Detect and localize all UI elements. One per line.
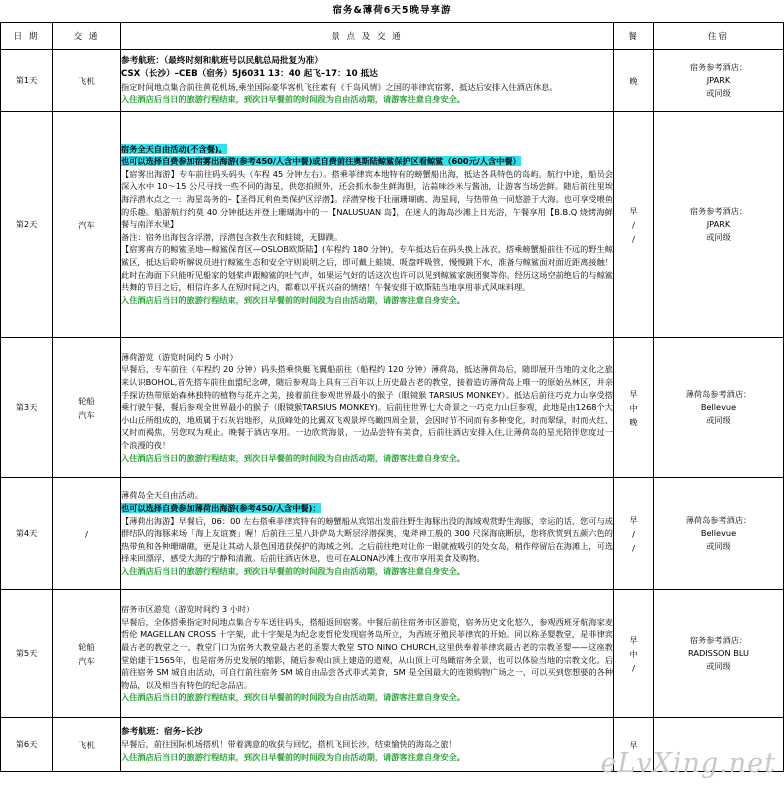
day-label: 第2天 — [1, 112, 53, 338]
free-activity-note: 宿务全天自由活动(不含餐)。 — [121, 143, 227, 154]
day-content — [121, 590, 614, 718]
meal-item: 中 — [629, 648, 638, 659]
day-row-3 — [1, 338, 784, 478]
day-content — [121, 718, 614, 772]
description: 早餐后，前往国际机场搭机！带着满意的收获与回忆，搭机飞回长沙，结束愉快的海岛之旅！ — [121, 739, 457, 750]
hotel-alt: 或同级 — [706, 415, 731, 425]
header-transport: 交 通 — [53, 23, 121, 50]
meal-item: 早 — [629, 739, 638, 750]
day-row-2 — [1, 112, 784, 338]
transport-cell — [53, 478, 121, 590]
hotel-cell — [654, 590, 784, 718]
hotel-cell — [654, 112, 784, 338]
day-label: 第1天 — [1, 50, 53, 112]
meal-item: 中 — [629, 402, 638, 413]
description: 【宿雾出海游】专车前往码头码头（车程 45 分钟左右）。搭乘菲律宾本地特有的螃蟹船出海，抵达各具特色的岛屿。航行中途，船员会深入水中 10～15 公尺寻找一些不同的海星，供您拍照外，还会抓水参生鲜海胆，沾蒜味沙米与酱油，让游客当场尝鲜。随后前往里埃海浮潜水点之一：海星岛务的–【圣得瓦利鱼类保护区浮潜】。浮潜穿梭于壮丽珊瑚礁、海星间，与热带鱼一同悠游于大海。也可享受喂鱼的乐趣。船游航行约莫 40 分钟抵达并登上珊瑚海中的一【NALUSUAN 岛】，在迷人的海岛沙滩上日光浴，午餐享用【B.B.Q 烧烤海鲜餐与南洋水果】 — [121, 168, 613, 230]
meal-item: 早 — [629, 634, 638, 645]
hotel-name: JPARK — [706, 219, 731, 229]
day-row-1 — [1, 50, 784, 112]
header-hotel: 住宿 — [654, 23, 784, 50]
day-label: 第4天 — [1, 478, 53, 590]
day-label: 第5天 — [1, 590, 53, 718]
hotel-label: 宿务参考酒店： — [689, 62, 748, 72]
safety-note: 入住酒店后当日的旅游行程结束，到次日早餐前的时间段为自由活动期，请游客注意自身安全。 — [121, 94, 465, 105]
day-content — [121, 112, 614, 338]
description: 早餐后，全体搭乘指定时间地点集合专车送往码头，搭船返回宿雾。中餐后前往宿务市区游览，宿务历史文化悠久，参观西班牙航海家麦哲伦 MAGELLAN CROSS 十字架，此十字架是为纪念麦哲伦发现宿务岛所立，为西班牙殖民菲律宾的开始。同以称圣婴教堂，是菲律宾最古老的教堂之一，教堂门口为宿务大教堂最古老的圣婴大教堂 STO NINO CHURCH,这里供奉着菲律宾最古老的宗教圣婴——这座教堂始建于1565年，也是宿务历史发展的缩影，随后参观山顶上建造的道观，从山顶上可鸟瞰宿务全景，也可以体验当地的宗教文化。后前往宿务 SM 城自由活动，可自行前往宿务 SM 城自由品尝各式菲式美食，SM 是全国最大的连锁购物广场之一，可以买到您想要的各种物品，以及相当有特色的纪念品店。 — [121, 616, 613, 690]
transport-item: / — [85, 528, 88, 539]
hotel-label: 宿务参考酒店： — [689, 635, 748, 645]
safety-note: 入住酒店后当日的旅游行程结束，到次日早餐前的时间段为自由活动期，请游客注意自身安全。 — [121, 751, 465, 762]
meal-cell — [614, 338, 654, 478]
transport-cell — [53, 112, 121, 338]
optional-tour-note: 也可以选择自费参加薄荷出海游(参考450/人含中餐)： — [121, 503, 321, 514]
transport-item: 飞机 — [78, 75, 95, 86]
day-content — [121, 50, 614, 112]
meal-item: / — [632, 542, 635, 553]
meal-item: 晚 — [629, 75, 638, 86]
flight-note: 参考航班：宿务–长沙 — [121, 726, 203, 737]
transport-cell — [53, 338, 121, 478]
description: 早餐后，专车前往（车程约 20 分钟）码头搭乘快艇飞翼船前往（船程约 120 分钟）薄荷岛，抵达薄荷岛后，随即展开当地的文化之旅来认识BOHOL,首先搭车前往血盟纪念碑，随后参观岛上具有三百年以上历史最古老的教堂，接着造访薄荷岛上唯一的原始丛林区，并亲手探访热带原始森林独特的植物与花卉之美，接着前往参观世界最小的猴子（眼镜猴 TARSIUS MONKEY）。抵达后前往巧克力山享受搭乘行驶午餐，餐后参观全世界最小的猴子（眼镜猴TARSIUS MONKEY)。后前往世界七大奇景之一巧克力山巨参观，此地是由1268个大小山丘所组成的，地质属于石灰岩地形，从顶峰处的比翼双飞观景坪鸟瞰四周全景，会因时节不同而有多种变化，时而翠绿，时而火红、又时而褐焦，另您叹为观止。晚餐于酒店享用。一边欣赏海景，一边品尝特有美食，后前往酒店安排入住,让薄荷岛的星光陪伴您度过一个浪漫的夜！ — [121, 364, 613, 450]
hotel-cell — [654, 50, 784, 112]
itinerary-title: 宿务&薄荷6天5晚导享游 — [332, 5, 452, 16]
transport-item: 汽车 — [78, 655, 95, 666]
safety-note: 入住酒店后当日的旅游行程结束，到次日早餐前的时间段为自由活动期，请游客注意自身安全。 — [121, 692, 465, 703]
meal-item: 晚 — [629, 416, 638, 427]
safety-note: 入住酒店后当日的旅游行程结束，到次日早餐前的时间段为自由活动期，请游客注意自身安全。 — [121, 565, 465, 576]
hotel-label: 薄荷岛参考酒店： — [685, 515, 752, 525]
meal-item: 早 — [629, 205, 638, 216]
meal-cell — [614, 50, 654, 112]
header-date: 日 期 — [1, 23, 53, 50]
transport-item: 汽车 — [78, 219, 95, 230]
hotel-name: RADISSON BLU — [687, 648, 749, 658]
header-row — [1, 23, 784, 50]
section-title: 宿务市区游览（游览时间约 3 小时） — [121, 604, 255, 615]
description: 【宿雾南方的鲸鲨圣地—鲸鲨保育区—OSLOB欧斯陆】(车程约 180 分钟)，专车抵达后在码头换上泳衣，搭乘螃蟹船前往不远的野生鲸鲨区，抵达后聆听解说员进行鲸鲨生态和安全守则说明之后，即可戴上蛙镜、吸盘呼吸管，慢慢跳下水，准备与鲸鲨面对面近距离接触！此时在海面下只能听见船家的划桨声跟鲸鲨的吐气声，如果运气好的话这次也许可以见到鲸鲨家族团聚等你。经历这场空前绝后的与鲸鲨共舞的节目之后，相信许多人在短时间之内，都难以平抚兴奋的情绪！午餐安排于欧斯陆当地享用菲式风味料理。 — [121, 244, 613, 293]
description: 【薄荷出海游】早餐后，06：00 左右搭乘菲律宾特有的螃蟹船从宾馆出发前往野生海豚出没的海域观赏野生海豚，幸运的话，您可与成群结队的海豚来场「海上友谊赛」喔！后前往三星八卦萨岛大断层浮潜探奥，鬼斧神工般的 300 尺深海底断层，您将欣赏到五颜六色的热带鱼和各种珊瑚礁，更是让其动人景色国道获保护的海域之列。之后前往绝对让你一眼就被吸引的处女岛，稍作停留后在海滩上，可选择来回漂浮，感受大海的宁静和清澈。后前往酒店休息，也可在ALONA沙滩上夜市享用美食及购物。 — [121, 515, 613, 564]
hotel-alt: 或同级 — [706, 88, 731, 98]
meal-cell — [614, 590, 654, 718]
hotel-label: 薄荷岛参考酒店： — [685, 389, 752, 399]
watermark: eLvXing.net — [600, 748, 776, 779]
flight-note: 参考航班：（最终时刻和航班号以民航总局批复为准） — [121, 56, 323, 67]
meal-item: / — [632, 219, 635, 230]
day-label: 第3天 — [1, 338, 53, 478]
transport-cell — [53, 50, 121, 112]
transport-item: 汽车 — [78, 409, 95, 420]
header-meal: 餐 — [614, 23, 654, 50]
itinerary-table — [0, 22, 784, 772]
meal-item: 早 — [629, 388, 638, 399]
day-content — [121, 338, 614, 478]
hotel-cell — [654, 478, 784, 590]
meal-cell — [614, 112, 654, 338]
header-content: 景 点 及 交 通 — [121, 23, 614, 50]
transport-cell — [53, 590, 121, 718]
section-title: 薄荷游览（游览时间约 5 小时） — [121, 351, 238, 362]
day-row-4 — [1, 478, 784, 590]
day-row-5 — [1, 590, 784, 718]
day-content — [121, 478, 614, 590]
transport-item: 轮船 — [78, 395, 95, 406]
safety-note: 入住酒店后当日的旅游行程结束，到次日早餐前的时间段为自由活动期，请游客注意自身安全。 — [121, 294, 465, 305]
optional-tour-note: 也可以选择自费参加宿雾出海游(参考450/人含中餐)或自费前往奥斯陆鲸鲨保护区看鲸鲨（600元/人含中餐） — [121, 156, 521, 167]
transport-item: 轮船 — [78, 641, 95, 652]
hotel-name: Bellevue — [700, 402, 737, 412]
free-activity-note: 薄荷岛全天自由活动。 — [121, 490, 203, 501]
transport-cell — [53, 718, 121, 772]
description: 指定时间地点集合前往黄花机场,乘坐国际豪华客机飞往素有《千岛风情》之国的菲律宾宿雾，抵达后安排入住酒店休息。 — [121, 81, 558, 92]
meal-item: / — [632, 662, 635, 673]
hotel-alt: 或同级 — [706, 232, 731, 242]
flight-detail: CSX（长沙）–CEB（宿务）5J6031 13：40 起飞–17：10 抵达 — [121, 68, 378, 79]
remark: 备注：宿务出海包含浮潜，浮潜包含救生衣和蛙镜，无脚蹼。 — [121, 231, 343, 242]
meal-item: / — [632, 528, 635, 539]
hotel-alt: 或同级 — [706, 541, 731, 551]
meal-item: 早 — [629, 514, 638, 525]
hotel-cell — [654, 338, 784, 478]
meal-cell — [614, 478, 654, 590]
hotel-label: 宿务参考酒店： — [689, 206, 748, 216]
day-label: 第6天 — [1, 718, 53, 772]
transport-item: 飞机 — [78, 739, 95, 750]
hotel-alt: 或同级 — [706, 661, 731, 671]
hotel-name: Bellevue — [700, 528, 737, 538]
safety-note: 入住酒店后当日的旅游行程结束，到次日早餐前的时间段为自由活动期，请游客注意自身安全。 — [121, 452, 465, 463]
meal-item: / — [632, 233, 635, 244]
hotel-name: JPARK — [706, 75, 731, 85]
